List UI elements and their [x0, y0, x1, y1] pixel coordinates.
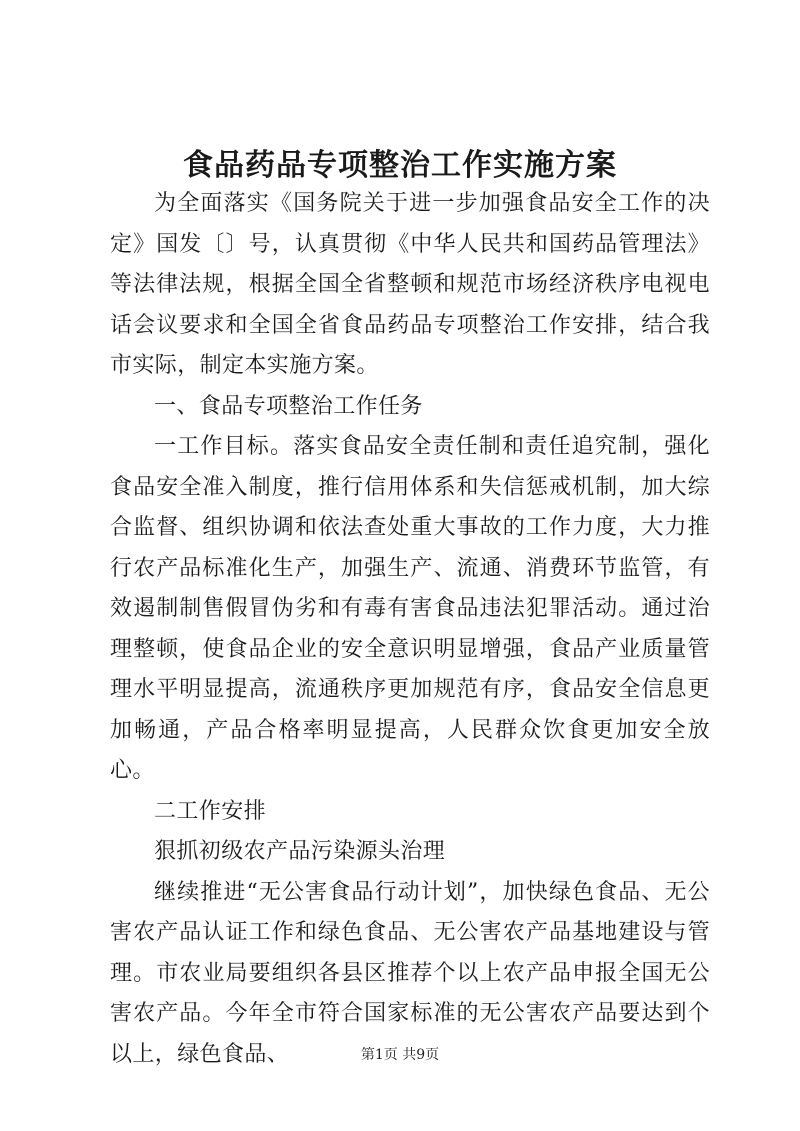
- document-body: [110, 184, 710, 1075]
- subheading-work-arrangement: 二工作安排: [154, 798, 267, 824]
- section-heading-food: 一、食品专项整治工作任务: [154, 393, 423, 419]
- document-title: 食品药品专项整治工作实施方案: [183, 148, 617, 183]
- page-number-footer: 第1页 共9页: [360, 1047, 440, 1063]
- paragraph-intro: 为全面落实《国务院关于进一步加强食品安全工作的决定》国发〔〕号，认真贯彻《中华人民共和国药品管理法》等法律法规，根据全国全省整顿和规范市场经济秩序电视电话会议要求和全国全省食品药品专项整治工作安排，结合我市实际，制定本实施方案。: [110, 191, 710, 378]
- subheading-source-control: 狠抓初级农产品污染源头治理: [154, 839, 446, 864]
- paragraph-work-goal: 一工作目标。落实食品安全责任制和责任追究制，强化食品安全准入制度，推行信用体系和失信惩戒机制，加大综合监督、组织协调和依法查处重大事故的工作力度，大力推行农产品标准化生产，加强生产、流通、消费环节监管，有效遏制制售假冒伪劣和有毒有害食品违法犯罪活动。通过治理整顿，使食品企业的安全意识明显增强，食品产业质量管理水平明显提高，流通秩序更加规范有序，食品安全信息更加畅通，产品合格率明显提高，人民群众饮食更加安全放心。: [110, 434, 710, 783]
- paragraph-pollution-free: 继续推进“无公害食品行动计划”，加快绿色食品、无公害农产品认证工作和绿色食品、无公害农产品基地建设与管理。市农业局要组织各县区推荐个以上农产品申报全国无公害农产品。今年全市符合国家标准的无公害农产品要达到个以上，绿色食品、: [110, 879, 710, 1067]
